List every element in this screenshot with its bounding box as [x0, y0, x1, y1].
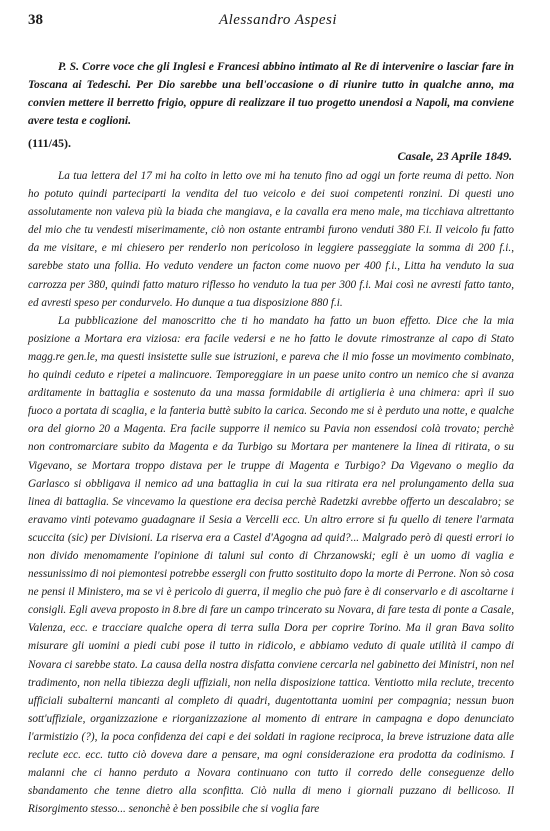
- body-paragraph: La tua lettera del 17 mi ha colto in letto ove mi ha tenuto fino ad oggi un forte reuma di petto. Non ho potuto quindi parteciparti la vendita del tuo veicolo e dei suoi competenti ronzini. Di questi uno assolutamente non valeva più la biada che mangiava, e la cavalla era meno male, ma ticchiava altrettanto del mio che tu vendesti miserimamente, ciò non ostante entrambi furono venduti 380 F.i. Il veicolo fu fatto da me visitare, e mi chiesero per renderlo non pericoloso in leggiere passeggiate la somma di 200 f.i., sarebbe stato una follia. Ho veduto vendere un facton come nuovo per 400 f.i., Litta ha venduto la sua carrozza per 380, quindi fatto maturo riflesso ho venduto la tua per 300 f.i. Mai così ne avresti fatto tanto, ed avresti speso per condurvelo. Ho dunque a tua disposizione 880 f.i.: [28, 170, 514, 309]
- dateline: Casale, 23 Aprile 1849.: [397, 149, 512, 163]
- page-header: [28, 12, 528, 34]
- postscript: P. S. Corre voce che gli Inglesi e Francesi abbino intimato al Re di intervenire o lasciar fare in Toscana ai Tedeschi. Per Dio sarebbe una bell'occasione o di riunire tutto in qualche anno, ma convien mettere il berretto frigio, oppure di realizzare il tuo progetto unendosi a Napoli, ma conviene avere testa e coglioni.: [28, 60, 514, 127]
- body-paragraph: La pubblicazione del manoscritto che ti ho mandato ha fatto un buon effetto. Dice che la mia posizione a Mortara era viziosa: era facile vedersi e ne ho fatto le dovute rimostranze al capo di Stato magg.re gen.le, ma questi insistette sulle sue istruzioni, e pareva che il mio fosse un movimento combinato, ho quindi ceduto e ripetei a malincuore. Temporeggiare in un paese unito contro un nemico che si avanza arditamente in battaglia e sostenuto da una massa formidabile di artiglieria è una chimera: aprì il suo fuoco a portata di scaglia, e la fanteria buttè subito la carica. Secondo me si è perduto una notte, e qualche ora del giorno 20 a Magenta. Era facile supporre il nemico su Pavia non essendosi colà trovato; perchè non contromarciare subito da Magenta e da Turbigo su Mortara per mantenere la linea di ritirata, o su Vigevano, se Mortara troppo distava per le truppe di Magenta e Turbigo? Da Vigevano o meglio da Garlasco si obbligava il nemico ad una battaglia in cui la sua ritirata era nel prolungamento della sua linea di battaglia. Se vincevamo la questione era decisa perchè Radetzki avrebbe offerto un descalabro; se eravamo vinti potevamo guadagnare il Sesia a Vercelli ecc. Un altro errore si fu quello di tenere l'armata scuccita (sic) per Divisioni. La riserva era a Castel d'Agogna ad quid?... Malgrado però di questi errori io non divido menomamente l'opinione di taluni sul conto di Chrzanowski; egli è un uomo di vaglia e nessunissimo di noi piemontesi potrebbe essergli con frutto sostituito dopo la morte di Perrone. Non sò cosa ne pensi il Ministero, ma se vi è pericolo di guerra, il meglio che può fare è di conservarlo e di ascoltarne i consigli. Egli aveva proposto in 8.bre di fare un campo trincerato su Novara, di fare testa di ponte a Casale, Valenza, ecc. e tracciare qualche opera di terra sulla Dora per coprire Torino. Ma il gran Bava solito misurare gli uomini a piedi cubi pose il tutto in ridicolo, e abbiamo veduto di quale utilità il campo di Novara ci sarebbe stato. La causa della nostra disfatta conviene cercarla nel gabinetto dei Ministri, non nel tradimento, non nella tibiezza degli uffiziali, non nella disposizione tattica. Ventiotto mila reclute, trecento ufficiali subalterni mancanti al completo di quadri, dugentottanta uomini per compagnia; nessun buon sott'uffiziale, organizzazione e riorganizzazione al momento di entrare in campagna e dopo denunciato l'armistizio (?), la poca confidenza dei capi e dei soldati in ragione reciproca, la breve istruzione data alle reclute ecc. ecc. tutto ciò doveva dare a pensare, ma ogni considerazione era prodotta da codinismo. I malanni che ci hanno perduto a Novara continuano con tutto il corredo delle conseguenze dello sbandamento che tenne dietro alla sconfitta. Ciò nulla di meno i giornali puzzano di bellicoso. Il Risorgimento stesso... senonchè è ben possibile che si voglia fare: [28, 314, 514, 816]
- letter-number: (111/45).: [28, 136, 72, 150]
- page-number: 38: [28, 12, 43, 28]
- running-head: Alessandro Aspesi: [218, 12, 338, 28]
- letter-body: [28, 167, 514, 818]
